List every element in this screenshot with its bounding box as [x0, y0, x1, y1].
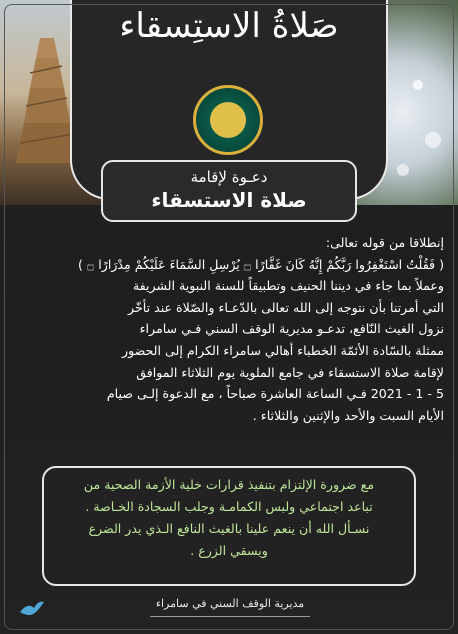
note-line: نسـأل الله أن ينعم علينا بالغيث النافع الـذي يدر الضرع — [88, 521, 370, 536]
endowment-emblem-icon — [193, 85, 263, 155]
note-line: ويسقي الزرع . — [190, 543, 268, 558]
body-line: 5 - 1 - 2021 فـي الساعة العاشرة صباحاً ، مع الدعوة إلـى صيام — [106, 386, 444, 402]
invitation-box — [101, 160, 357, 222]
announcement-body — [14, 232, 444, 426]
body-line: الأيام السبت والأحد والإثنين والثلاثاء . — [252, 407, 444, 423]
quran-verse: ( فَقُلْتُ اسْتَغْفِرُوا رَبَّكُمْ إِنَّهُ كَانَ غَفَّارًا ۝ يُرْسِلِ السَّمَاءَ عَلَيْكُمْ مِدْرَارًا ۝ ) — [77, 256, 444, 272]
invitation-line-2: صلاة الاستسقاء — [151, 188, 307, 212]
body-line: لإقامة صلاة الاستسقاء في جامع الملوية يوم الثلاثاء الموافق — [136, 364, 444, 380]
body-line: نزول الغيث النّافع، تدعـو مديرية الوقف السني فـي سامراء — [139, 321, 444, 337]
note-line: مع ضرورة الإلتزام بتنفيذ قرارات خلية الأزمة الصحية من — [83, 477, 375, 492]
body-line: ممثلة بالسّادة الأئمّة الخطباء أهالي سامراء الكرام إلى الحضور — [122, 342, 444, 358]
emblem-center — [210, 102, 246, 138]
body-line: وعملاً بما جاء في ديننا الحنيف وتطبيقاً للسنة النبوية الشريفة — [132, 278, 444, 294]
body-line: إنطلاقا من قوله تعالى: — [325, 235, 444, 250]
body-line: التي أمرتنا بأن نتوجه إلى الله تعالى بالدّعـاء والصّلاة عند تأخّر — [128, 299, 444, 315]
page-title: صَلاةُ الاستِسقاء — [119, 6, 339, 46]
footer-signature: مديرية الوقف السني في سامراء — [150, 592, 310, 617]
invitation-line-1: دعـوة لإقامة — [190, 168, 268, 186]
dove-icon — [18, 598, 46, 620]
health-note-box — [42, 466, 416, 586]
note-line: تباعد اجتماعي ولبس الكمامـة وجلب السجادة الخـاصة . — [85, 499, 373, 514]
